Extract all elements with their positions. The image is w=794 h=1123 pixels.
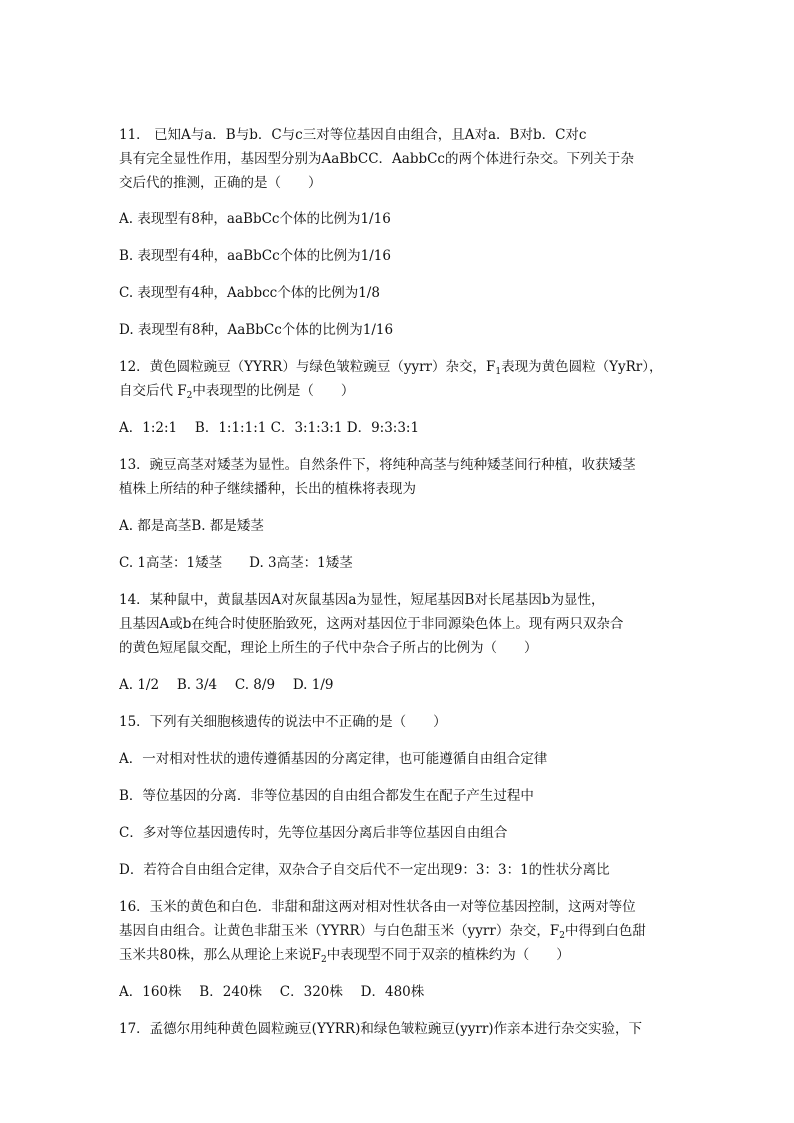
q14-stem-line-1: 14．某种鼠中，黄鼠基因A对灰鼠基因a为显性，短尾基因B对长尾基因b为显性， [119,592,605,608]
q15-option-d: D．若符合自由组合定律，双杂合子自交后代不一定出现9：3：3：1的性状分离比 [119,862,610,878]
q16-stem-line-1: 16．玉米的黄色和白色．非甜和甜这两对相对性状各由一对等位基因控制，这两对等位 [119,899,636,915]
q11-option-b: B. 表现型有4种，aaBbCc个体的比例为1/16 [119,248,391,264]
q12-stem-text-2b: 中表现型的比例是（ ） [192,383,355,399]
q14-stem-line-3: 的黄色短尾鼠交配，理论上所生的子代中杂合子所占的比例为（ ） [119,640,538,656]
q15-option-c: C．多对等位基因遗传时，先等位基因分离后非等位基因自由组合 [119,825,508,841]
q12-stem-line-1 [119,357,679,377]
q15-option-b: B．等位基因的分离．非等位基因的自由组合都发生在配子产生过程中 [119,788,534,804]
q16-subscript-2: 2 [321,955,327,965]
q11-option-c: C. 表现型有4种，Aabbcc个体的比例为1/8 [119,285,380,301]
q17-stem-line-1: 17．孟德尔用纯种黄色圆粒豌豆(YYRR)和绿色皱粒豌豆(yyrr)作亲本进行杂交实验，下 [119,1021,643,1037]
q16-stem-line-3 [119,945,679,965]
q14-stem-line-2: 且基因A或b在纯合时使胚胎致死，这两对基因位于非同源染色体上。现有两只双杂合 [119,616,624,632]
q16-subscript-1: 2 [559,931,565,941]
q13-options-line-1: A. 都是高茎B. 都是矮茎 [119,518,264,534]
q11-stem-line-2: 具有完全显性作用，基因型分别为AaBbCC．AabbCc的两个体进行杂交。下列关于杂 [119,151,634,167]
q13-options-line-2: C. 1高茎：1矮茎 D. 3高茎：1矮茎 [119,555,353,571]
q12-stem-line-2 [119,381,679,401]
q11-option-a: A. 表现型有8种，aaBbCc个体的比例为1/16 [119,211,391,227]
q16-stem-text-2b: 中得到白色甜 [564,923,646,939]
q14-options: A. 1/2 B. 3/4 C. 8/9 D. 1/9 [119,677,334,693]
q12-stem-text-1a: 12．黄色圆粒豌豆（YYRR）与绿色皱粒豌豆（yyrr）杂交，F [119,359,496,375]
q11-stem-line-3: 交后代的推测，正确的是（ ） [119,175,322,191]
q16-stem-text-2a: 基因自由组合。让黄色非甜玉米（YYRR）与白色甜玉米（yyrr）杂交，F [119,923,560,939]
q15-option-a: A．一对相对性状的遗传遵循基因的分离定律，也可能遵循自由组合定律 [119,751,548,767]
q13-stem-line-2: 植株上所结的种子继续播种，长出的植株将表现为 [119,481,416,497]
q12-subscript-1: 1 [495,367,502,377]
q16-options: A．160株 B．240株 C．320株 D．480株 [119,984,425,1000]
q13-stem-line-1: 13．豌豆高茎对矮茎为显性。自然条件下，将纯种高茎与纯种矮茎间行种植，收获矮茎 [119,457,636,473]
q11-stem-line-1: 11． 已知A与a．B与b．C与c三对等位基因自由组合，且A对a．B对b．C对c [119,127,587,143]
q12-subscript-2: 2 [186,391,193,401]
q12-options: A．1:2:1 B．1:1:1:1 C．3:1:3:1 D．9:3:3:1 [119,420,420,436]
q15-stem: 15．下列有关细胞核遗传的说法中不正确的是（ ） [119,714,447,730]
q16-stem-text-3a: 玉米共80株，那么从理论上来说F [119,947,322,963]
q16-stem-line-2 [119,921,679,941]
q12-stem-text-2a: 自交后代 F [119,383,187,399]
q11-option-d: D. 表现型有8种，AaBbCc个体的比例为1/16 [119,322,394,338]
q12-stem-text-1b: 表现为黄色圆粒（YyRr）， [501,359,663,375]
q16-stem-text-3b: 中表现型不同于双亲的植株约为（ ） [326,947,570,963]
